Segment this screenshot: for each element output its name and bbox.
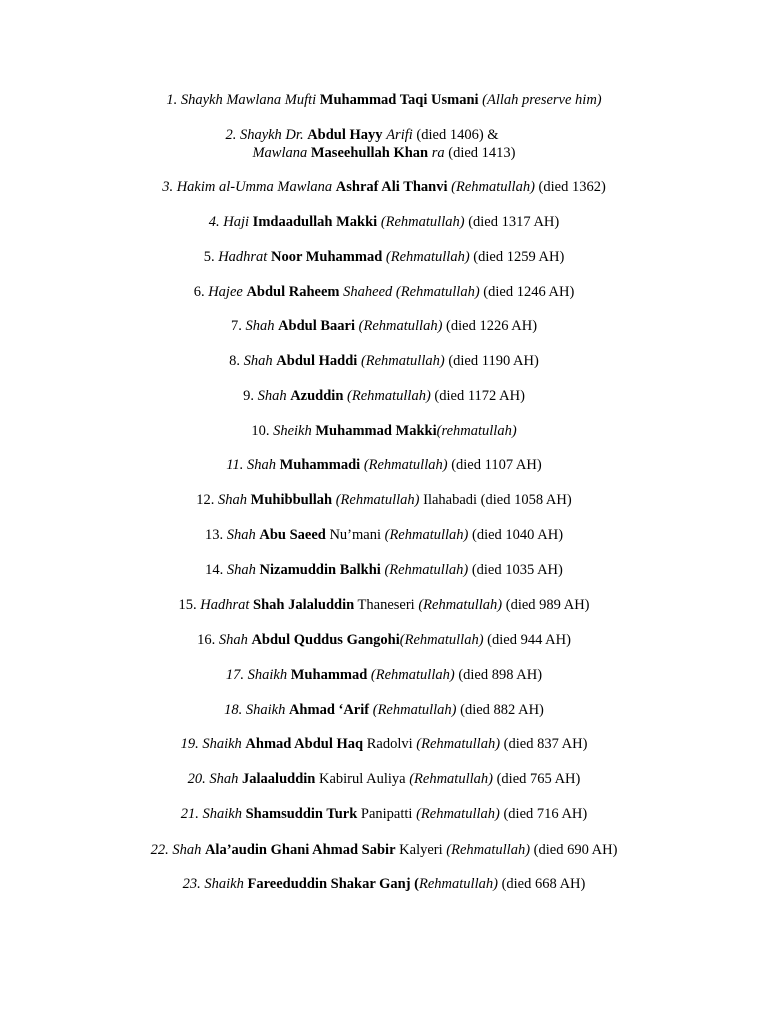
text-segment: Maseehullah Khan	[310, 145, 429, 161]
text-segment: (died 1190 AH)	[444, 353, 539, 369]
text-segment: 20. Shah	[187, 771, 243, 787]
text-segment: Shah	[243, 353, 277, 369]
text-segment: Shah	[218, 632, 252, 648]
text-segment: Thaneseri	[354, 597, 419, 613]
chain-entry-19	[0, 735, 768, 753]
text-segment: 6.	[193, 284, 209, 300]
text-segment: Fareeduddin Shakar Ganj	[247, 876, 411, 892]
chain-entry-10	[0, 422, 768, 440]
text-segment: Muhammad Taqi Usmani	[319, 92, 479, 108]
text-segment: Shaheed (Rehmatullah)	[339, 284, 480, 300]
text-segment: 15.	[178, 597, 201, 613]
text-segment: (died 989 AH)	[502, 597, 590, 613]
chain-entry-23	[0, 875, 768, 893]
text-segment: (died 1226 AH)	[442, 318, 538, 334]
text-segment: 9.	[243, 388, 258, 404]
text-segment: (Rehmatullah)	[377, 214, 465, 230]
chain-entry-1	[0, 91, 768, 109]
text-segment: Hadhrat	[218, 249, 271, 265]
text-segment: (died 1246 AH)	[479, 284, 575, 300]
chain-entry-13	[0, 526, 768, 544]
chain-entry-14	[0, 561, 768, 579]
text-segment: ra	[428, 145, 445, 161]
text-segment: (Rehmatullah)	[357, 353, 445, 369]
text-segment: Shah	[226, 562, 260, 578]
text-segment: (Rehmatullah)	[355, 318, 443, 334]
text-segment: Ashraf Ali Thanvi	[335, 179, 448, 195]
text-segment: (died 1035 AH)	[468, 562, 563, 578]
text-segment: (Rehmatullah)	[343, 388, 431, 404]
chain-entry-2a	[0, 126, 746, 144]
text-segment: Shah	[245, 318, 279, 334]
chain-entry-8	[0, 352, 768, 370]
text-segment: Abdul Haddi	[276, 353, 358, 369]
text-segment: Abdul Quddus Gangohi	[251, 632, 400, 648]
text-segment: (died 898 AH)	[454, 667, 543, 683]
text-segment: 10.	[251, 423, 274, 439]
chain-entry-18	[0, 701, 768, 719]
text-segment: Abdul Baari	[278, 318, 356, 334]
chain-entry-5	[0, 248, 768, 266]
text-segment: (died 716 AH)	[499, 806, 588, 822]
text-segment: (died 944 AH)	[483, 632, 571, 648]
chain-entry-4	[0, 213, 768, 231]
chain-entry-6	[0, 283, 768, 301]
chain-entry-20	[0, 770, 768, 788]
text-segment: Ala’audin Ghani Ahmad Sabir	[204, 842, 396, 858]
text-segment: Arifi	[386, 127, 413, 143]
text-segment: 4. Haji	[208, 214, 253, 230]
text-segment: (died 837 AH)	[500, 736, 588, 752]
text-segment: (Rehmatullah)	[446, 842, 531, 858]
text-segment: Rehmatullah)	[419, 876, 498, 892]
text-segment: (Rehmatullah)	[367, 667, 455, 683]
text-segment: (	[410, 876, 420, 892]
text-segment: Jalaaluddin	[242, 771, 316, 787]
text-segment: Hadhrat	[200, 597, 254, 613]
text-segment: 19. Shaikh	[180, 736, 246, 752]
chain-entry-22	[0, 841, 768, 859]
text-segment: Muhammadi	[279, 457, 361, 473]
text-segment: 1. Shaykh Mawlana Mufti	[166, 92, 320, 108]
text-segment: (Rehmatullah)	[382, 249, 470, 265]
text-segment: Shamsuddin Turk	[245, 806, 358, 822]
text-segment: (Rehmatullah)	[416, 806, 500, 822]
text-segment: (died 1040 AH)	[468, 527, 564, 543]
text-segment: (died 1172 AH)	[430, 388, 525, 404]
text-segment: Shah	[226, 527, 260, 543]
text-segment: 7.	[230, 318, 246, 334]
text-segment: Kalyeri	[395, 842, 447, 858]
text-segment: (died 1362)	[534, 179, 606, 195]
text-segment: 14.	[205, 562, 227, 578]
text-segment: Abdul Hayy	[307, 127, 387, 143]
text-segment: Abu Saeed	[259, 527, 326, 543]
text-segment: 21. Shaikh	[180, 806, 246, 822]
chain-entry-7	[0, 317, 768, 335]
text-segment: 22. Shah	[150, 842, 205, 858]
text-segment: Radolvi	[363, 736, 417, 752]
text-segment: Ahmad Abdul Haq	[245, 736, 364, 752]
text-segment: Imdaadullah Makki	[252, 214, 378, 230]
chain-entry-3	[0, 178, 768, 196]
text-segment: Shah	[257, 388, 291, 404]
chain-entry-16	[0, 631, 768, 649]
chain-entry-9	[0, 387, 768, 405]
text-segment: Nu’mani	[325, 527, 385, 543]
text-segment: (Allah preserve him)	[478, 92, 602, 108]
text-segment: 8.	[229, 353, 244, 369]
text-segment: (Rehmatullah)	[418, 597, 503, 613]
text-segment: (Rehmatullah)	[380, 562, 469, 578]
chain-entry-12	[0, 491, 768, 509]
text-segment: 11. Shah	[226, 457, 280, 473]
text-segment: (died 1317 AH)	[464, 214, 560, 230]
text-segment: Shah Jalaluddin	[253, 597, 355, 613]
text-segment: Panipatti	[357, 806, 417, 822]
text-segment: Muhibbullah	[250, 492, 333, 508]
text-segment: 16.	[197, 632, 219, 648]
text-segment: (Rehmatullah)	[399, 632, 484, 648]
text-segment: (died 690 AH)	[530, 842, 618, 858]
text-segment: Mawlana	[252, 145, 311, 161]
text-segment: (rehmatullah)	[436, 423, 517, 439]
text-segment: (died 1413)	[444, 145, 516, 161]
text-segment: Kabirul Auliya	[315, 771, 410, 787]
text-segment: (Rehmatullah)	[416, 736, 501, 752]
text-segment: Noor Muhammad	[270, 249, 383, 265]
text-segment: (Rehmatullah)	[447, 179, 535, 195]
text-segment: Ilahabadi (died 1058 AH)	[419, 492, 572, 508]
text-segment: Muhammad Makki	[315, 423, 437, 439]
text-segment: 13.	[204, 527, 227, 543]
text-segment: Abdul Raheem	[246, 284, 340, 300]
text-segment: (died 765 AH)	[492, 771, 581, 787]
text-segment: (died 1107 AH)	[447, 457, 542, 473]
text-segment: (Rehmatullah)	[369, 702, 457, 718]
text-segment: 12.	[196, 492, 219, 508]
text-segment: 18. Shaikh	[224, 702, 289, 718]
text-segment: (died 1259 AH)	[469, 249, 565, 265]
text-segment: (Rehmatullah)	[409, 771, 493, 787]
chain-entry-15	[0, 596, 768, 614]
text-segment: (Rehmatullah)	[384, 527, 469, 543]
text-segment: 23. Shaikh	[182, 876, 248, 892]
text-segment: (died 1406) &	[412, 127, 499, 143]
chain-entry-21	[0, 805, 768, 823]
chain-entry-11	[0, 456, 768, 474]
text-segment: Azuddin	[290, 388, 344, 404]
text-segment: Hajee	[208, 284, 247, 300]
text-segment: 2. Shaykh Dr.	[225, 127, 308, 143]
text-segment: Sheikh	[273, 423, 316, 439]
text-segment: (Rehmatullah)	[332, 492, 420, 508]
text-segment: 17. Shaikh	[225, 667, 291, 683]
text-segment: Shah	[218, 492, 251, 508]
chain-entry-17	[0, 666, 768, 684]
text-segment: Ahmad ‘Arif	[288, 702, 370, 718]
text-segment: (Rehmatullah)	[360, 457, 448, 473]
text-segment: 3. Hakim al-Umma Mawlana	[162, 179, 336, 195]
text-segment: 5.	[203, 249, 219, 265]
chain-entry-2b	[0, 144, 768, 162]
text-segment: Muhammad	[290, 667, 368, 683]
text-segment: Nizamuddin Balkhi	[259, 562, 381, 578]
text-segment: (died 668 AH)	[497, 876, 586, 892]
text-segment: (died 882 AH)	[456, 702, 544, 718]
